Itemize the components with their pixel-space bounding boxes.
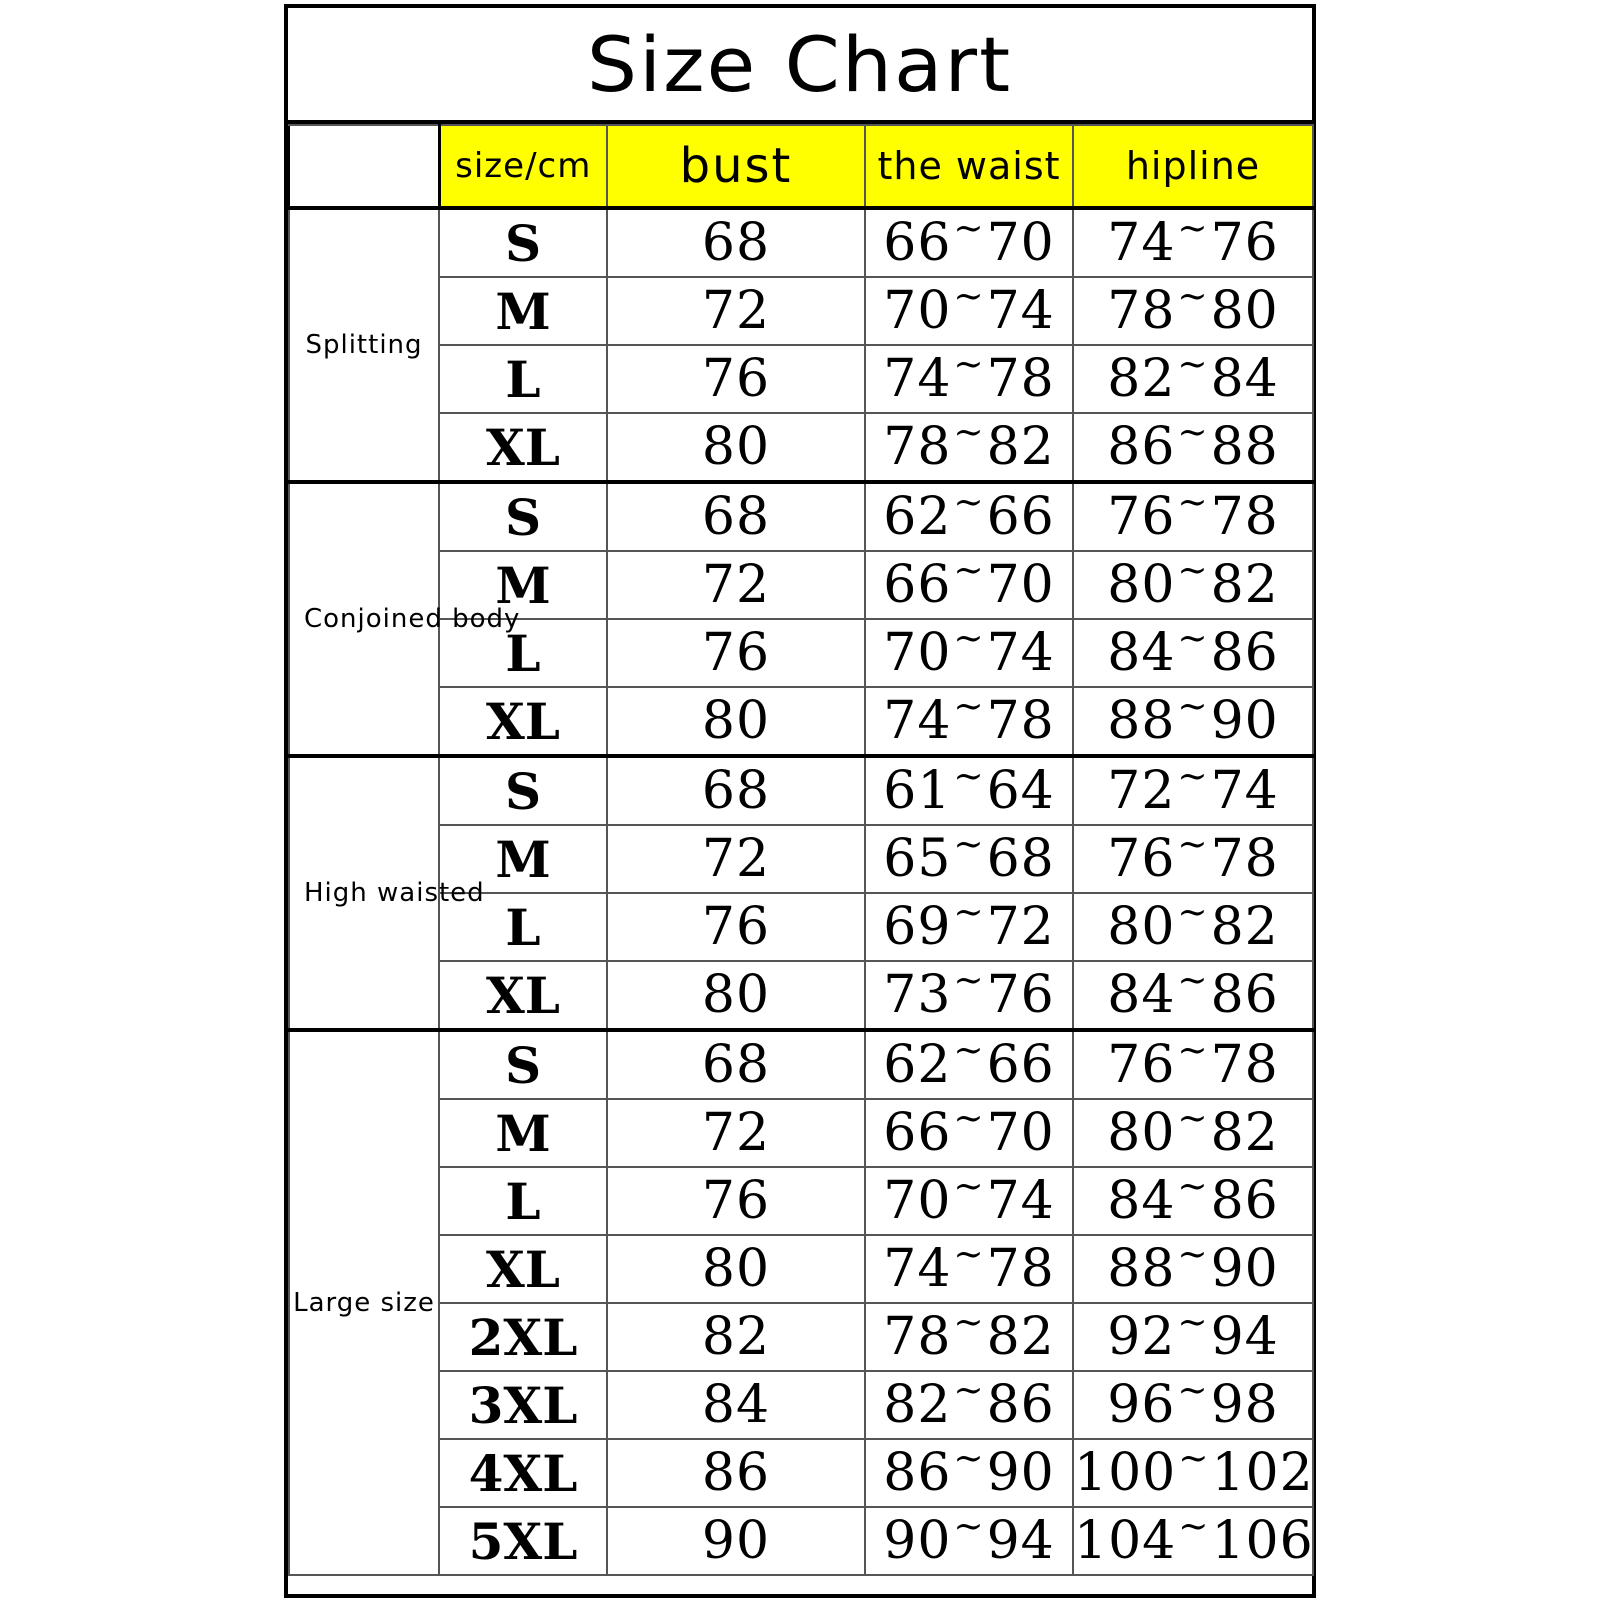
range-min: 62 [883,1035,952,1095]
size-cell: XL [439,413,607,482]
range-min: 88 [1107,691,1176,751]
bust-cell: 72 [607,825,865,893]
range-tilde: ~ [953,550,985,591]
header-waist: the waist [865,125,1073,208]
range-tilde: ~ [953,892,985,933]
header-corner-cell [289,125,439,208]
range-tilde: ~ [1178,1506,1210,1547]
size-cell: L [439,893,607,961]
range-min: 82 [1107,349,1176,409]
range-max: 86 [1210,965,1279,1025]
range-max: 90 [1210,691,1279,751]
size-cell: 4XL [439,1439,607,1507]
range-max: 94 [986,1511,1055,1571]
range-max: 82 [1210,1103,1279,1163]
range-tilde: ~ [1177,482,1209,523]
table-row [289,277,1313,345]
size-cell: M [439,277,607,345]
hipline-range-cell [1073,345,1313,413]
size-cell: 3XL [439,1371,607,1439]
range-min: 74 [883,349,952,409]
bust-cell: 72 [607,1099,865,1167]
range-max: 66 [986,1035,1055,1095]
range-tilde: ~ [953,686,985,727]
range-tilde: ~ [953,276,985,317]
hipline-range-cell [1073,1371,1313,1439]
hipline-range-cell [1073,1507,1313,1575]
range-max: 80 [1210,281,1279,341]
waist-range-cell [865,756,1073,825]
size-cell: M [439,551,607,619]
waist-range-cell [865,961,1073,1030]
size-cell: L [439,619,607,687]
waist-range-cell [865,1099,1073,1167]
waist-range-cell [865,551,1073,619]
range-max: 78 [1210,829,1279,889]
range-min: 80 [1107,897,1176,957]
waist-range-cell [865,825,1073,893]
range-min: 76 [1107,1035,1176,1095]
category-text: Large size [293,1288,435,1318]
range-tilde: ~ [953,1506,985,1547]
bust-cell: 68 [607,482,865,551]
waist-range-cell [865,413,1073,482]
waist-range-cell [865,1439,1073,1507]
header-hipline: hipline [1073,125,1313,208]
bust-cell: 82 [607,1303,865,1371]
size-cell: XL [439,687,607,756]
range-tilde: ~ [1177,1098,1209,1139]
hipline-range-cell [1073,687,1313,756]
hipline-range-cell [1073,1303,1313,1371]
range-tilde: ~ [1177,756,1209,797]
waist-range-cell [865,1507,1073,1575]
range-tilde: ~ [1177,344,1209,385]
range-min: 84 [1107,965,1176,1025]
category-label [289,756,485,1030]
range-max: 82 [1210,555,1279,615]
hipline-range-cell [1073,1167,1313,1235]
range-min: 66 [883,555,952,615]
bust-cell: 86 [607,1439,865,1507]
bust-cell: 72 [607,551,865,619]
range-tilde: ~ [953,208,985,249]
range-min: 86 [883,1443,952,1503]
range-max: 90 [986,1443,1055,1503]
size-cell: 5XL [439,1507,607,1575]
range-max: 72 [986,897,1055,957]
range-tilde: ~ [1177,824,1209,865]
range-tilde: ~ [953,412,985,453]
range-min: 65 [883,829,952,889]
range-max: 66 [986,487,1055,547]
range-min: 66 [883,1103,952,1163]
table-row [289,1235,1313,1303]
bust-cell: 68 [607,756,865,825]
hipline-range-cell [1073,756,1313,825]
hipline-range-cell [1073,893,1313,961]
range-min: 96 [1107,1375,1176,1435]
range-max: 78 [986,349,1055,409]
table-row [289,756,1313,825]
range-min: 66 [883,213,952,273]
range-min: 74 [883,691,952,751]
range-max: 86 [986,1375,1055,1435]
waist-range-cell [865,893,1073,961]
range-tilde: ~ [1177,550,1209,591]
range-min: 82 [883,1375,952,1435]
bust-cell: 80 [607,413,865,482]
range-max: 76 [1210,213,1279,273]
table-row [289,482,1313,551]
table-row [289,687,1313,756]
range-min: 80 [1107,1103,1176,1163]
range-tilde: ~ [1177,1302,1209,1343]
size-cell: XL [439,961,607,1030]
range-max: 78 [1210,487,1279,547]
table-row [289,1303,1313,1371]
range-max: 78 [986,1239,1055,1299]
range-min: 76 [1107,829,1176,889]
waist-range-cell [865,1167,1073,1235]
range-tilde: ~ [953,1030,985,1071]
table-row [289,961,1313,1030]
category-label [289,482,521,756]
range-max: 74 [986,623,1055,683]
size-table-body [289,125,1313,1575]
bust-cell: 76 [607,345,865,413]
table-row [289,208,1313,277]
table-row [289,1507,1313,1575]
range-tilde: ~ [953,960,985,1001]
range-tilde: ~ [953,1302,985,1343]
header-row [289,125,1313,208]
range-min: 70 [883,1171,952,1231]
category-text: High waisted [304,878,485,908]
range-max: 70 [986,213,1055,273]
size-table [288,124,1314,1576]
range-min: 90 [883,1511,952,1571]
table-row [289,1167,1313,1235]
waist-range-cell [865,277,1073,345]
range-min: 62 [883,487,952,547]
table-row [289,1099,1313,1167]
table-row [289,1030,1313,1099]
hipline-range-cell [1073,208,1313,277]
range-max: 86 [1210,1171,1279,1231]
bust-cell: 76 [607,893,865,961]
range-max: 78 [986,691,1055,751]
range-tilde: ~ [1177,1370,1209,1411]
range-max: 82 [1210,897,1279,957]
range-min: 84 [1107,1171,1176,1231]
waist-range-cell [865,619,1073,687]
size-cell: L [439,345,607,413]
range-tilde: ~ [953,344,985,385]
size-cell: S [439,208,607,277]
hipline-range-cell [1073,1235,1313,1303]
range-min: 76 [1107,487,1176,547]
range-max: 74 [986,281,1055,341]
range-tilde: ~ [953,1370,985,1411]
hipline-range-cell [1073,1099,1313,1167]
range-tilde: ~ [953,618,985,659]
range-max: 64 [986,761,1055,821]
range-tilde: ~ [953,756,985,797]
range-min: 61 [883,761,952,821]
range-max: 106 [1211,1511,1314,1571]
table-row [289,1439,1313,1507]
range-tilde: ~ [953,1098,985,1139]
category-label [289,1030,439,1575]
hipline-range-cell [1073,825,1313,893]
range-tilde: ~ [1177,208,1209,249]
bust-cell: 90 [607,1507,865,1575]
range-tilde: ~ [953,482,985,523]
bust-cell: 84 [607,1371,865,1439]
range-max: 84 [1210,349,1279,409]
range-tilde: ~ [953,1438,985,1479]
page-title: Size Chart [587,19,1013,109]
range-max: 102 [1211,1443,1314,1503]
waist-range-cell [865,208,1073,277]
range-min: 100 [1074,1443,1177,1503]
range-min: 104 [1074,1511,1177,1571]
range-tilde: ~ [1177,892,1209,933]
title-row [288,8,1312,124]
size-cell: S [439,482,607,551]
range-max: 76 [986,965,1055,1025]
bust-cell: 68 [607,208,865,277]
waist-range-cell [865,1371,1073,1439]
table-row [289,1371,1313,1439]
size-cell: M [439,825,607,893]
hipline-range-cell [1073,1030,1313,1099]
range-tilde: ~ [1177,412,1209,453]
size-cell: XL [439,1235,607,1303]
waist-range-cell [865,345,1073,413]
range-max: 88 [1210,417,1279,477]
range-tilde: ~ [1177,276,1209,317]
range-min: 88 [1107,1239,1176,1299]
range-min: 70 [883,623,952,683]
hipline-range-cell [1073,277,1313,345]
range-max: 74 [1210,761,1279,821]
bust-cell: 76 [607,619,865,687]
waist-range-cell [865,482,1073,551]
hipline-range-cell [1073,961,1313,1030]
range-tilde: ~ [1177,618,1209,659]
size-cell: 2XL [439,1303,607,1371]
range-tilde: ~ [953,1166,985,1207]
hipline-range-cell [1073,619,1313,687]
bust-cell: 68 [607,1030,865,1099]
range-tilde: ~ [1177,1166,1209,1207]
range-max: 82 [986,417,1055,477]
range-tilde: ~ [953,824,985,865]
range-min: 78 [883,417,952,477]
category-text: Conjoined body [304,604,521,634]
range-min: 70 [883,281,952,341]
bust-cell: 72 [607,277,865,345]
size-cell: S [439,1030,607,1099]
range-tilde: ~ [1178,1438,1210,1479]
range-max: 74 [986,1171,1055,1231]
range-max: 70 [986,555,1055,615]
size-chart-sheet [284,4,1316,1598]
hipline-range-cell [1073,551,1313,619]
range-tilde: ~ [1177,1030,1209,1071]
range-max: 82 [986,1307,1055,1367]
range-min: 92 [1107,1307,1176,1367]
header-size: size/cm [439,125,607,208]
waist-range-cell [865,687,1073,756]
category-text: Splitting [305,330,423,360]
size-cell: M [439,1099,607,1167]
range-min: 80 [1107,555,1176,615]
table-row [289,345,1313,413]
range-min: 78 [883,1307,952,1367]
waist-range-cell [865,1303,1073,1371]
hipline-range-cell [1073,1439,1313,1507]
range-min: 78 [1107,281,1176,341]
range-max: 78 [1210,1035,1279,1095]
range-max: 98 [1210,1375,1279,1435]
range-min: 74 [1107,213,1176,273]
size-cell: L [439,1167,607,1235]
range-tilde: ~ [953,1234,985,1275]
bust-cell: 80 [607,1235,865,1303]
range-max: 68 [986,829,1055,889]
range-tilde: ~ [1177,960,1209,1001]
table-row [289,413,1313,482]
bust-cell: 76 [607,1167,865,1235]
range-max: 94 [1210,1307,1279,1367]
range-min: 74 [883,1239,952,1299]
range-tilde: ~ [1177,1234,1209,1275]
waist-range-cell [865,1235,1073,1303]
bust-cell: 80 [607,961,865,1030]
waist-range-cell [865,1030,1073,1099]
range-min: 72 [1107,761,1176,821]
range-tilde: ~ [1177,686,1209,727]
header-bust: bust [607,125,865,208]
size-cell: S [439,756,607,825]
bust-cell: 80 [607,687,865,756]
range-min: 73 [883,965,952,1025]
range-max: 70 [986,1103,1055,1163]
hipline-range-cell [1073,413,1313,482]
range-min: 69 [883,897,952,957]
hipline-range-cell [1073,482,1313,551]
range-max: 86 [1210,623,1279,683]
range-max: 90 [1210,1239,1279,1299]
range-min: 84 [1107,623,1176,683]
range-min: 86 [1107,417,1176,477]
category-label [289,208,439,482]
